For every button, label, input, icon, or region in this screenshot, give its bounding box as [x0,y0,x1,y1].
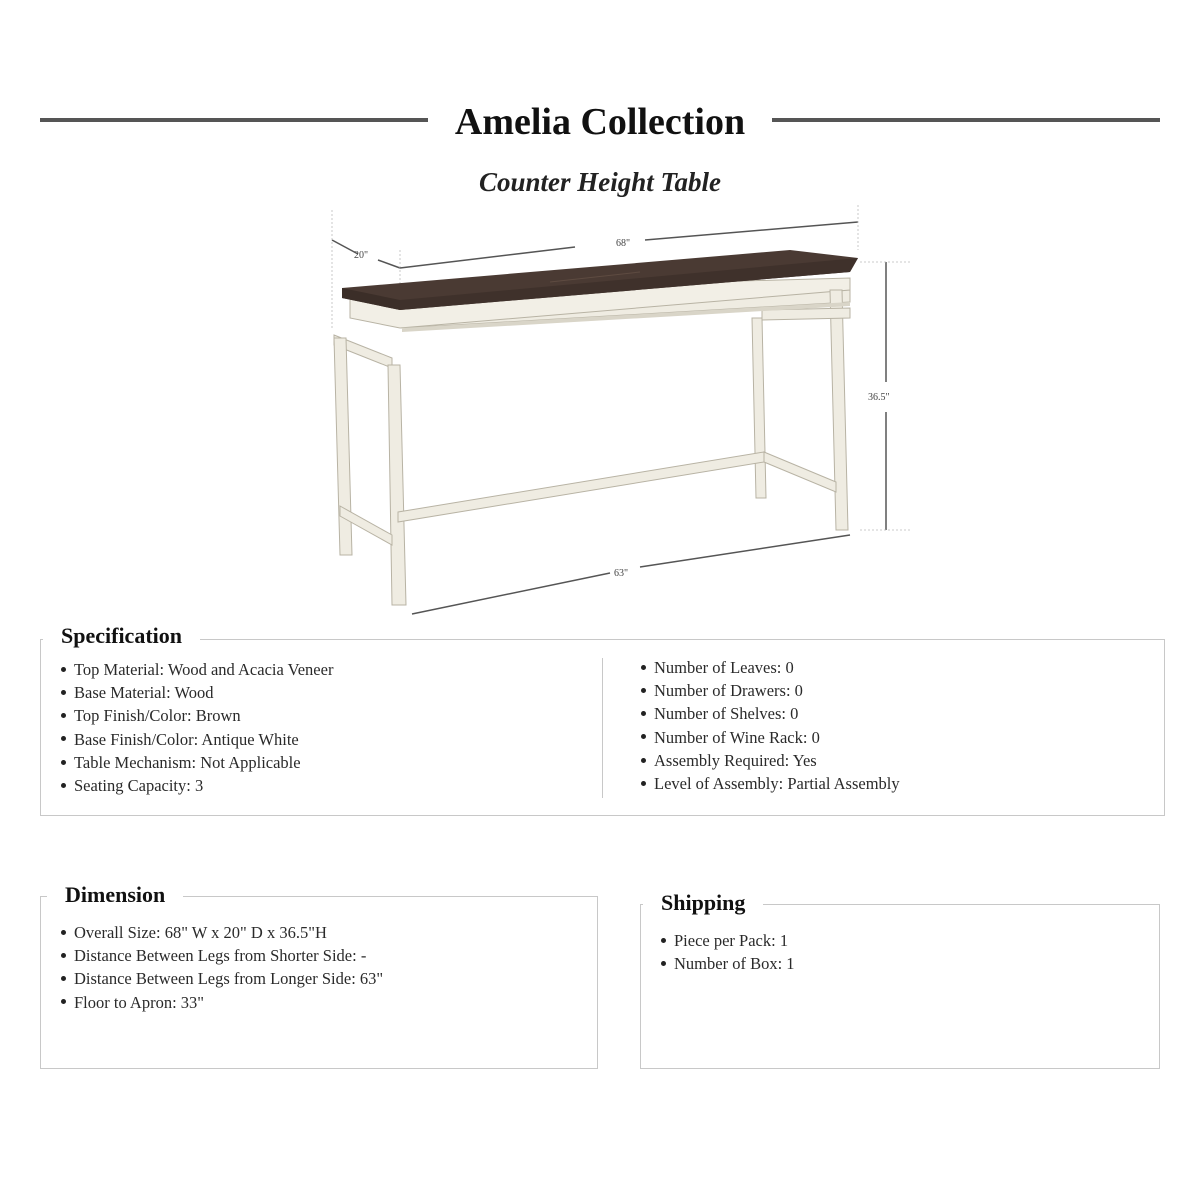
table-illustration [320,190,920,630]
list-item: Number of Wine Rack: 0 [641,726,900,749]
bullet-icon [61,667,66,672]
dimension-title: Dimension [47,882,183,908]
list-item: Floor to Apron: 33" [61,991,383,1014]
product-diagram [320,190,920,630]
list-item: Number of Leaves: 0 [641,656,900,679]
list-item: Level of Assembly: Partial Assembly [641,772,900,795]
list-item: Assembly Required: Yes [641,749,900,772]
specification-right-list [641,656,900,795]
list-item: Piece per Pack: 1 [661,929,795,952]
list-item: Distance Between Legs from Shorter Side: - [61,944,383,967]
bullet-icon [641,734,646,739]
list-item: Table Mechanism: Not Applicable [61,751,333,774]
dim-height-label: 36.5" [868,392,890,403]
shipping-title: Shipping [643,890,763,916]
specification-left-list [61,658,333,797]
bullet-icon [641,781,646,786]
bullet-icon [61,999,66,1004]
bullet-icon [61,690,66,695]
specification-panel [40,623,1165,816]
bullet-icon [641,665,646,670]
list-item: Top Material: Wood and Acacia Veneer [61,658,333,681]
specification-title: Specification [43,623,200,649]
list-item: Number of Shelves: 0 [641,702,900,725]
bullet-icon [61,976,66,981]
list-item: Distance Between Legs from Longer Side: 63" [61,967,383,990]
dim-leg-span-label: 63" [614,568,629,579]
collection-title: Amelia Collection [454,101,746,143]
bullet-icon [61,953,66,958]
dimension-list [61,921,383,1014]
bullet-icon [641,758,646,763]
bullet-icon [641,688,646,693]
bullet-icon [641,711,646,716]
product-subtitle: Counter Height Table [478,167,722,197]
list-item: Base Finish/Color: Antique White [61,728,333,751]
bullet-icon [661,938,666,943]
list-item: Top Finish/Color: Brown [61,704,333,727]
list-item: Base Material: Wood [61,681,333,704]
dimension-panel [40,882,598,1069]
dim-depth-label: 20" [354,250,369,261]
bullet-icon [661,961,666,966]
bullet-icon [61,760,66,765]
list-item: Number of Drawers: 0 [641,679,900,702]
bullet-icon [61,930,66,935]
list-item: Number of Box: 1 [661,952,795,975]
dim-width-label: 68" [616,238,631,249]
bullet-icon [61,783,66,788]
list-item: Overall Size: 68" W x 20" D x 36.5"H [61,921,383,944]
bullet-icon [61,736,66,741]
specification-divider [602,658,603,798]
shipping-panel [640,890,1160,1069]
list-item: Seating Capacity: 3 [61,774,333,797]
bullet-icon [61,713,66,718]
table-base [334,278,850,605]
shipping-list [661,929,795,975]
